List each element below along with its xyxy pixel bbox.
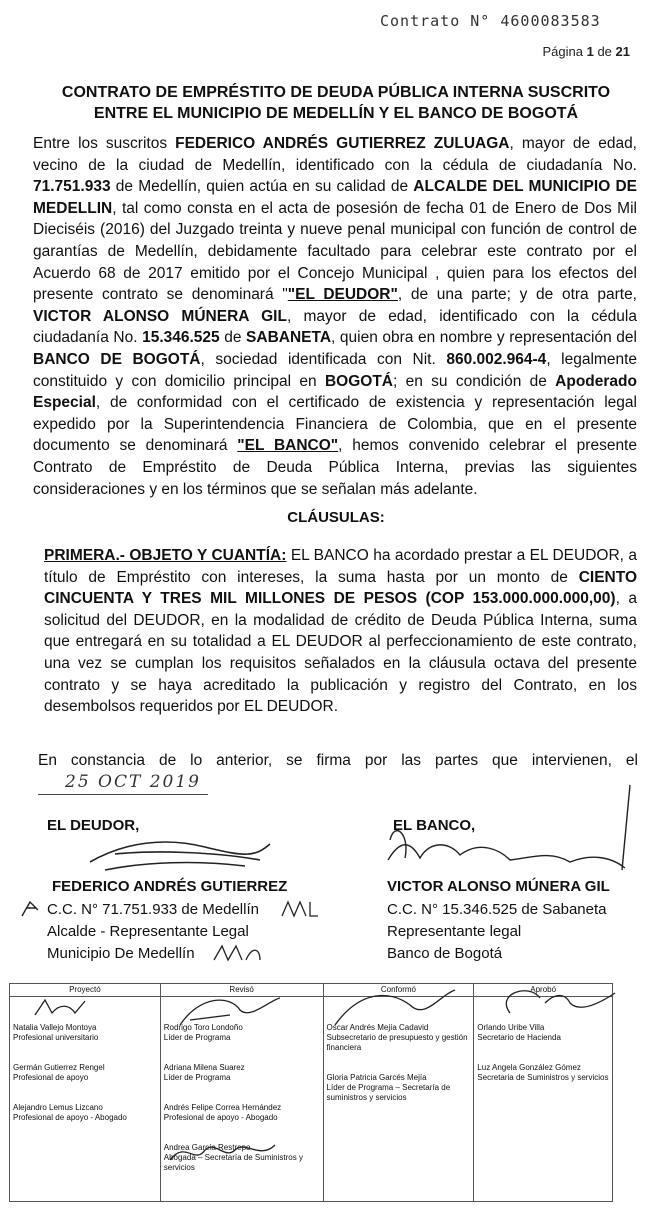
header-conformo: Conformó (323, 984, 474, 997)
page-label: Página (542, 44, 583, 59)
header-reviso: Revisó (160, 984, 323, 997)
constancia-line: En constancia de lo anterior, se firma por las partes que intervienen, el (38, 752, 638, 769)
handwritten-contract-number: Contrato N° 4600083583 (380, 12, 601, 30)
page-total: 21 (615, 44, 630, 59)
deudor-signature-scribble (85, 832, 275, 882)
banco-org: Banco de Bogotá (387, 945, 503, 962)
banco-role: Representante legal (387, 923, 522, 940)
approver-block: Adriana Milena Suarez Líder de Programa (163, 1063, 245, 1082)
approver-block: Andrea García Restrepo Abogada – Secretaría de Suministros y servicios (163, 1143, 303, 1172)
deudor-role: Alcalde - Representante Legal (47, 923, 249, 940)
initials-mark (280, 898, 320, 920)
table-signature-scribble (490, 983, 620, 1023)
deudor-title: EL DEUDOR, (47, 817, 140, 834)
table-signature-scribble (170, 990, 290, 1030)
banco-signature-scribble (380, 780, 650, 890)
table-signature-scribble (330, 985, 460, 1030)
handwritten-date: 25 OCT 2019 (65, 772, 201, 792)
initials-mark-2 (212, 942, 264, 964)
banco-name: VICTOR ALONSO MÚNERA GIL (387, 878, 610, 895)
page-sep: de (597, 44, 612, 59)
clause-primera-heading: PRIMERA.- OBJETO Y CUANTÍA: (44, 547, 287, 564)
deudor-id: C.C. N° 71.751.933 de Medellín (47, 901, 259, 918)
approver-block: Orlando Uribe Villa Secretario de Hacienda (477, 1023, 561, 1042)
header-proyecto: Proyectó (10, 984, 161, 997)
banco-title: EL BANCO, (393, 817, 476, 834)
page-number (542, 44, 630, 59)
approver-block: Natalia Vallejo Montoya Profesional universitario (13, 1023, 99, 1042)
clausulas-heading: CLÁUSULAS: (287, 509, 385, 526)
approver-block: Oscar Andrés Mejía Cadavid Subsecretario de presupuesto y gestión financiera (326, 1023, 468, 1052)
table-signature-scribble (165, 1135, 285, 1170)
approver-block: Germán Gutierrez Rengel Profesional de apoyo (13, 1063, 105, 1082)
document-title-line1: CONTRATO DE EMPRÉSTITO DE DEUDA PÚBLICA INTERNA SUSCRITO (61, 84, 611, 101)
approver-block: Rodrigo Toro Londoño Líder de Programa (163, 1023, 243, 1042)
table-signature-scribble (30, 995, 90, 1020)
banco-id: C.C. N° 15.346.525 de Sabaneta (387, 901, 607, 918)
approver-block: Andrés Felipe Correa Hernández Profesional de apoyo - Abogado (163, 1103, 282, 1122)
header-aprobo: Aprobó (474, 984, 613, 997)
approver-block: Gloria Patricia Garcés Mejía Líder de Programa – Secretaría de suministros y servicios (326, 1073, 451, 1102)
approver-block: Alejandro Lemus Lizcano Profesional de apoyo - Abogado (13, 1103, 127, 1122)
intro-paragraph: Entre los suscritos FEDERICO ANDRÉS GUTIERREZ ZULUAGA, mayor de edad, vecino de la ciudad de Medellín, identificado con la cédula de ciudadanía No. 71.751.933 de Medellín, quien actúa en su calidad de ALCALDE DEL MUNICIPIO DE MEDELLIN, tal como consta en el acta de posesión de fecha 01 de Enero de Dos Mil Dieciséis (2016) del Juzgado treinta y nueve penal municipal con función de control de garantías de Medellín, debidamente facultado para celebrar este contrato por el Acuerdo 68 de 2017 emitido por el Concejo Municipal , quien para los efectos del presente contrato se denominará ""EL DEUDOR", de una parte; y de otra parte, VICTOR ALONSO MÚNERA GIL, mayor de edad, identificado con la cédula ciudadanía No. 15.346.525 de SABANETA, quien obra en nombre y representación del BANCO DE BOGOTÁ, sociedad identificada con Nit. 860.002.964-4, legalmente constituido y con domicilio principal en BOGOTÁ; en su condición de Apoderado Especial, de conformidad con el certificado de existencia y representación legal expedido por la Superintendencia Financiera de Colombia, que en el presente documento se denominará "EL BANCO", hemos convenido celebrar el presente Contrato de Empréstito de Deuda Pública Interna, previas las siguientes consideraciones y en los términos que se señalan más adelante. (33, 135, 638, 498)
document-title-line2: ENTRE EL MUNICIPIO DE MEDELLÍN Y EL BANCO DE BOGOTÁ (93, 105, 579, 122)
deudor-org: Municipio De Medellín (47, 945, 195, 962)
approver-block: Luz Angela González Gómez Secretaria de Suministros y servicios (477, 1063, 609, 1082)
initial-mark (18, 898, 42, 920)
clause-primera: PRIMERA.- OBJETO Y CUANTÍA: EL BANCO ha acordado prestar a EL DEUDOR, a título de Empréstito con intereses, la suma hasta por un monto de CIENTO CINCUENTA Y TRES MIL MILLONES DE PESOS (COP 153.000.000.000,00), a solicitud del DEUDOR, en la modalidad de crédito de Deuda Pública Interna, suma que entregará en su totalidad a EL DEUDOR al perfeccionamiento de este contrato, una vez se cumplan los requisitos señalados en la cláusula octava del presente contrato y se haya acreditado la publicación y registro del Contrato, en los desembolsos requeridos por EL DEUDOR. (44, 547, 638, 716)
page-current: 1 (586, 44, 594, 59)
aprobo-cell (474, 997, 613, 1202)
proyecto-cell (10, 997, 161, 1202)
deudor-name: FEDERICO ANDRÉS GUTIERREZ (52, 878, 288, 895)
date-underline (38, 794, 208, 795)
